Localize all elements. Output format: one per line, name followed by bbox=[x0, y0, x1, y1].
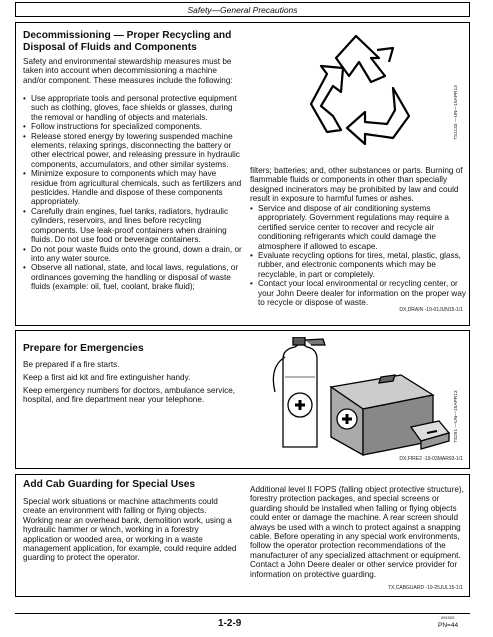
continuation-paragraph: filters; batteries; and, other substances or parts. Burning of flammable fluids or components in other than specially designed incinerators may be prohibited by law and could result in exposure to harmful fumes or ashes. bbox=[250, 166, 463, 204]
image-reference: TS291 —UN—15APR13 bbox=[454, 390, 459, 443]
list-item: • Release stored energy by lowering suspended machine elements, relaxing springs, disconnecting the battery or other electrical power, and releasing pressure in hydraulic components, accumulators, and other similar systems. bbox=[23, 132, 243, 170]
paragraph: Keep emergency numbers for doctors, ambulance service, hospital, and fire department near your telephone. bbox=[23, 386, 236, 405]
document-reference: DX,FIRE2 -19-03MAR93-1/1 bbox=[399, 456, 463, 462]
intro-paragraph: Safety and environmental stewardship measures must be taken into account when decommissioning a machine and/or component. These measures include the following: bbox=[23, 57, 233, 85]
list-item: • Carefully drain engines, fuel tanks, radiators, hydraulic cylinders, reservoirs, and lines before recycling components. Use leak-proof containers when draining fluids. Do not use food or beverage containers. bbox=[23, 207, 243, 245]
bullet-list-left bbox=[23, 94, 243, 292]
document-reference: TX,CABGUARD -19-25JUL15-1/1 bbox=[387, 585, 463, 591]
list-item: • Do not pour waste fluids onto the ground, down a drain, or into any water source. bbox=[23, 245, 243, 264]
recycling-icon bbox=[281, 28, 431, 148]
list-item: • Observe all national, state, and local laws, regulations, or ordinances governing the handling or disposal of waste fluids (example: oil, fuel, coolant, brake fluid); bbox=[23, 263, 243, 291]
page-number: 1-2-9 bbox=[218, 618, 242, 629]
footer-divider bbox=[15, 613, 470, 614]
paragraph-right: Additional level II FOPS (falling object protective structure), forestry protection packages, and special screens or guarding should be installed when falling or flying objects could enter or damage the machine. A rear screen should always be used with a winch to protect against a snapping cable. Before operating in any special work environments, follow the operator protection recommendations of the manufacturer of any specialized attachment or equipment. Contact a John Deere dealer or other service provider for information on protective guarding. bbox=[250, 485, 464, 579]
bullet-list-right bbox=[250, 204, 468, 307]
list-item: • Minimize exposure to components which may have residue from agricultural chemicals, such as fertilizers and pesticides. Handle and dispose of these components appropriately. bbox=[23, 169, 243, 207]
section-title: Prepare for Emergencies bbox=[23, 343, 144, 354]
paragraph-left: Special work situations or machine attachments could create an environment with falling or flying objects. Working near an overhead bank, demolition work, using a hydraulic hammer or winch, working in a forestry application or wooded area, or working in a waste management application, for example, could require added guarding to protect the operator. bbox=[23, 497, 237, 563]
paragraph: Keep a first aid kit and fire extinguisher handy. bbox=[23, 373, 191, 382]
list-item: • Service and dispose of air conditioning systems appropriately. Government regulations may require a certified service center to recover and recycle air conditioning refrigerants which could damage the atmosphere if allowed to escape. bbox=[250, 204, 468, 251]
running-header bbox=[15, 2, 470, 17]
list-item: • Use appropriate tools and personal protective equipment such as clothing, gloves, face shields or glasses, during the removal or handling of objects and materials. bbox=[23, 94, 243, 122]
header-title: Safety—General Precautions bbox=[187, 4, 298, 15]
fire-extinguisher-first-aid-icon bbox=[261, 337, 451, 457]
paragraph: Be prepared if a fire starts. bbox=[23, 360, 120, 369]
section-decommissioning bbox=[15, 22, 470, 326]
pn-number: PN=44 bbox=[438, 622, 459, 629]
image-reference: TS1133 —UN—15APR13 bbox=[454, 85, 459, 140]
section-prepare-emergencies bbox=[15, 330, 470, 469]
section-cab-guarding bbox=[15, 474, 470, 597]
list-item: • Evaluate recycling options for tires, metal, plastic, glass, rubber, and electronic components which may be recyclable, in part or completely. bbox=[250, 251, 468, 279]
section-title: Decommissioning — Proper Recycling and Disposal of Fluids and Components bbox=[23, 30, 232, 53]
section-title: Add Cab Guarding for Special Uses bbox=[23, 479, 196, 490]
list-item: • Contact your local environmental or recycling center, or your John Deere dealer for information on the proper way to recycle or dispose of waste. bbox=[250, 279, 468, 307]
document-reference: DX,DRAIN -19-01JUN15-1/1 bbox=[399, 307, 463, 313]
list-item: • Follow instructions for specialized components. bbox=[23, 122, 243, 131]
footer-small-code: 091920 bbox=[441, 615, 455, 620]
